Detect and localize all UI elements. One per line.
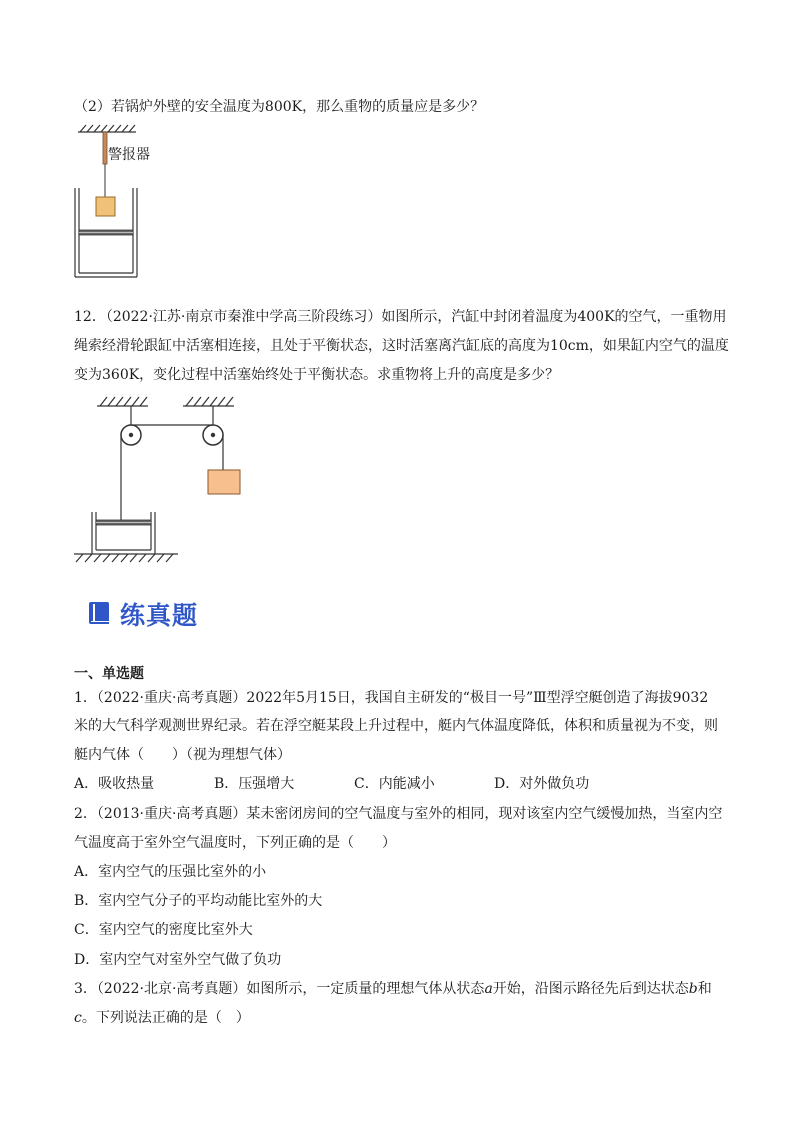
section-header — [88, 597, 198, 631]
ceiling-hatch-right — [183, 397, 234, 406]
part-heading: 一、单选题 — [74, 666, 144, 682]
question-3-text-d: 。下列说法正确的是（ ） — [81, 1010, 250, 1026]
figure-cylinder-pulleys — [70, 392, 250, 564]
question-1-option-c: C．内能减小 — [354, 776, 435, 792]
weight-block — [96, 197, 115, 216]
question-3-line-1 — [74, 979, 734, 999]
hanging-weight — [208, 470, 240, 494]
question-3-line-2 — [74, 1008, 734, 1028]
state-b-variable: b — [688, 981, 698, 997]
question-1-option-b: B．压强增大 — [214, 776, 295, 792]
question-11-part-2: （2）若锅炉外壁的安全温度为800K，那么重物的质量应是多少？ — [74, 99, 485, 115]
ground-hatch — [74, 554, 178, 562]
pulley-right — [203, 425, 223, 445]
ceiling-hatch-left — [97, 397, 148, 406]
question-2-option-c: C．室内空气的密度比室外大 — [74, 922, 253, 938]
question-1-line-3: 艇内气体（ ）（视为理想气体） — [74, 747, 291, 763]
question-12-line-2: 绳索经滑轮跟缸中活塞相连接，且处于平衡状态，这时活塞离汽缸底的高度为10cm，如果缸内空气的温度 — [74, 338, 729, 354]
state-a-variable: a — [484, 981, 493, 997]
section-title: 练真题 — [120, 601, 199, 630]
question-1-option-a: A．吸收热量 — [74, 776, 155, 792]
question-3-text-a: 3．（2022·北京·高考真题）如图所示，一定质量的理想气体从状态 — [74, 981, 485, 997]
question-1-line-2: 米的大气科学观测世界纪录。若在浮空艇某段上升过程中，艇内气体温度降低，体积和质量视为不变，则 — [74, 718, 718, 734]
question-3-text-b: 开始，沿图示路径先后到达状态 — [492, 981, 689, 997]
ceiling-hatch — [78, 125, 136, 132]
question-2-option-d: D．室内空气对室外空气做了负功 — [74, 952, 282, 968]
question-1-option-d: D．对外做负功 — [494, 776, 590, 792]
question-2-option-a: A．室内空气的压强比室外的小 — [74, 864, 267, 880]
question-3-text-c: 和 — [697, 981, 712, 997]
question-2-line-2: 气温度高于室外空气温度时，下列正确的是（ ） — [74, 835, 396, 851]
cylinder — [92, 512, 155, 554]
alarm-rod — [103, 132, 107, 164]
question-12-line-1: 12．（2022·江苏·南京市秦淮中学高三阶段练习）如图所示，汽缸中封闭着温度为400K的空气，一重物用 — [74, 309, 727, 325]
question-1-line-1: 1．（2022·重庆·高考真题）2022年5月15日，我国自主研发的“极目一号”Ⅲ型浮空艇创造了海拔9032 — [74, 690, 709, 706]
state-c-variable: c — [74, 1010, 82, 1026]
question-12-line-3: 变为360K，变化过程中活塞始终处于平衡状态。求重物将上升的高度是多少？ — [74, 367, 560, 383]
pulley-left — [121, 425, 141, 445]
alarm-label: 警报器 — [108, 147, 150, 163]
question-2-option-b: B．室内空气分子的平均动能比室外的大 — [74, 893, 323, 909]
question-2-line-1: 2．（2013·重庆·高考真题）某未密闭房间的空气温度与室外的相同，现对该室内空气缓慢加热，当室内空 — [74, 806, 723, 822]
book-icon — [88, 601, 112, 627]
